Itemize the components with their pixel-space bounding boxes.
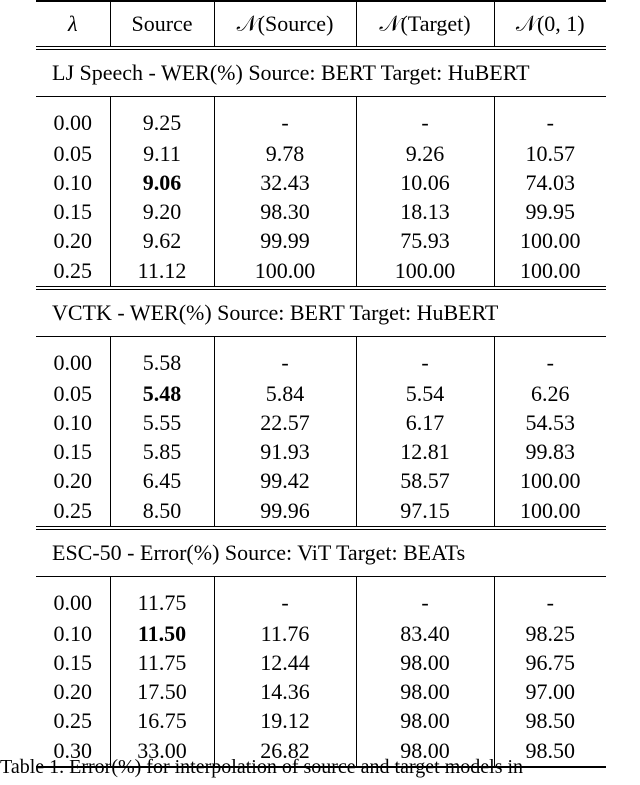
cell-source: 9.11 [110, 139, 214, 168]
cell-source: 33.00 [110, 735, 214, 767]
cell-noise-standard: 100.00 [520, 498, 581, 523]
cell-noise-target: 100.00 [356, 255, 494, 288]
cell-lambda: 0.10 [36, 168, 110, 197]
cell-noise-target: - [356, 577, 494, 620]
cell-noise-source: 99.99 [214, 226, 356, 255]
table-row [36, 139, 606, 168]
cell-lambda: 0.25 [36, 495, 110, 528]
table-caption: Table 1. Error(%) for interpolation of source and target models in [0, 756, 524, 778]
cell-lambda: 0.20 [36, 466, 110, 495]
cell-noise-standard: 98.25 [525, 621, 575, 646]
cell-lambda: 0.30 [36, 735, 110, 767]
cell-noise-target: 75.93 [356, 226, 494, 255]
table-row [36, 495, 606, 528]
cell-noise-standard: 98.50 [525, 708, 575, 733]
cell-noise-target: 98.00 [356, 706, 494, 735]
table-row [36, 197, 606, 226]
cell-noise-standard: 100.00 [520, 468, 581, 493]
cell-noise-standard: - [494, 577, 606, 620]
cell-noise-target: 5.54 [356, 379, 494, 408]
cell-source: 6.45 [110, 466, 214, 495]
cell-noise-standard: 97.00 [525, 679, 575, 704]
table-row [36, 619, 606, 648]
cell-source: 5.55 [110, 408, 214, 437]
cell-noise-target: 97.15 [356, 495, 494, 528]
cell-source: 11.12 [110, 255, 214, 288]
cell-source: 9.25 [110, 97, 214, 140]
cell-source: 9.20 [110, 197, 214, 226]
cell-lambda: 0.15 [36, 197, 110, 226]
table-row [36, 648, 606, 677]
cell-lambda: 0.10 [36, 619, 110, 648]
cell-noise-standard: - [494, 97, 606, 140]
table-row [36, 408, 606, 437]
cell-noise-standard: 99.95 [525, 199, 575, 224]
cell-noise-source: - [214, 337, 356, 380]
cell-noise-target: 83.40 [356, 619, 494, 648]
cell-noise-source: 99.96 [214, 495, 356, 528]
section-title: LJ Speech - WER(%) Source: BERT Target: HuBERT [52, 60, 530, 85]
section-lj-speech [36, 48, 606, 97]
cell-noise-standard: 100.00 [520, 258, 581, 283]
cell-source: 17.50 [110, 677, 214, 706]
cell-source: 8.50 [110, 495, 214, 528]
cell-noise-standard: 6.26 [531, 381, 570, 406]
cell-source: 11.75 [110, 648, 214, 677]
cell-noise-target: - [356, 97, 494, 140]
cell-noise-target: 12.81 [356, 437, 494, 466]
cell-lambda: 0.00 [36, 337, 110, 380]
table-row [36, 437, 606, 466]
cell-lambda: 0.25 [36, 255, 110, 288]
cell-noise-target: 9.26 [356, 139, 494, 168]
cell-noise-standard: 74.03 [525, 170, 575, 195]
header-source: Source [110, 1, 214, 48]
section-title: VCTK - WER(%) Source: BERT Target: HuBERT [52, 300, 499, 325]
cell-noise-source: 26.82 [214, 735, 356, 767]
header-noise-standard: 𝒩(0, 1) [515, 11, 585, 36]
cell-noise-source: 5.84 [214, 379, 356, 408]
cell-noise-source: 98.30 [214, 197, 356, 226]
cell-noise-source: 32.43 [214, 168, 356, 197]
table-row [36, 677, 606, 706]
section-title: ESC-50 - Error(%) Source: ViT Target: BEATs [52, 540, 466, 565]
cell-noise-standard: 98.50 [525, 738, 575, 763]
cell-lambda: 0.00 [36, 577, 110, 620]
cell-noise-source: 9.78 [214, 139, 356, 168]
cell-lambda: 0.15 [36, 437, 110, 466]
cell-lambda: 0.10 [36, 408, 110, 437]
cell-source: 5.58 [110, 337, 214, 380]
table-row [36, 466, 606, 495]
cell-lambda: 0.20 [36, 677, 110, 706]
cell-noise-standard: 96.75 [525, 650, 575, 675]
cell-source-best: 11.50 [110, 619, 214, 648]
cell-noise-target: 18.13 [356, 197, 494, 226]
cell-lambda: 0.25 [36, 706, 110, 735]
cell-noise-target: 10.06 [356, 168, 494, 197]
table-row [36, 97, 606, 140]
cell-lambda: 0.20 [36, 226, 110, 255]
header-lambda: λ [36, 1, 110, 48]
cell-noise-standard: 10.57 [525, 141, 575, 166]
cell-source: 16.75 [110, 706, 214, 735]
cell-source-best: 9.06 [110, 168, 214, 197]
table-row [36, 577, 606, 620]
table-row [36, 379, 606, 408]
cell-noise-source: 14.36 [214, 677, 356, 706]
table-row [36, 168, 606, 197]
section-vctk [36, 288, 606, 337]
results-table-container [36, 0, 606, 768]
table-row [36, 226, 606, 255]
cell-lambda: 0.15 [36, 648, 110, 677]
cell-noise-source: 91.93 [214, 437, 356, 466]
cell-noise-standard: 54.53 [525, 410, 575, 435]
cell-noise-standard: - [494, 337, 606, 380]
cell-noise-standard: 100.00 [520, 228, 581, 253]
cell-noise-source: 100.00 [214, 255, 356, 288]
cell-noise-source: 12.44 [214, 648, 356, 677]
cell-noise-source: 11.76 [214, 619, 356, 648]
cell-noise-source: - [214, 577, 356, 620]
cell-noise-target: 6.17 [356, 408, 494, 437]
cell-noise-source: 22.57 [214, 408, 356, 437]
header-noise-source: 𝒩(Source) [214, 1, 356, 48]
cell-noise-target: 98.00 [356, 677, 494, 706]
cell-noise-source: - [214, 97, 356, 140]
cell-source: 9.62 [110, 226, 214, 255]
cell-noise-source: 19.12 [214, 706, 356, 735]
results-table [36, 0, 606, 768]
cell-noise-target: 58.57 [356, 466, 494, 495]
table-row [36, 255, 606, 288]
cell-lambda: 0.05 [36, 379, 110, 408]
table-header [36, 1, 606, 48]
section-vctk-rows [36, 337, 606, 529]
cell-lambda: 0.00 [36, 97, 110, 140]
section-esc-50 [36, 528, 606, 577]
cell-noise-target: - [356, 337, 494, 380]
cell-lambda: 0.05 [36, 139, 110, 168]
section-lj-speech-rows [36, 97, 606, 289]
cell-source: 5.85 [110, 437, 214, 466]
cell-source: 11.75 [110, 577, 214, 620]
cell-noise-source: 99.42 [214, 466, 356, 495]
cell-source-best: 5.48 [110, 379, 214, 408]
cell-noise-target: 98.00 [356, 648, 494, 677]
cell-noise-target: 98.00 [356, 735, 494, 767]
table-row [36, 706, 606, 735]
cell-noise-standard: 99.83 [525, 439, 575, 464]
header-noise-target: 𝒩(Target) [356, 1, 494, 48]
table-row [36, 337, 606, 380]
section-esc-50-rows [36, 577, 606, 768]
